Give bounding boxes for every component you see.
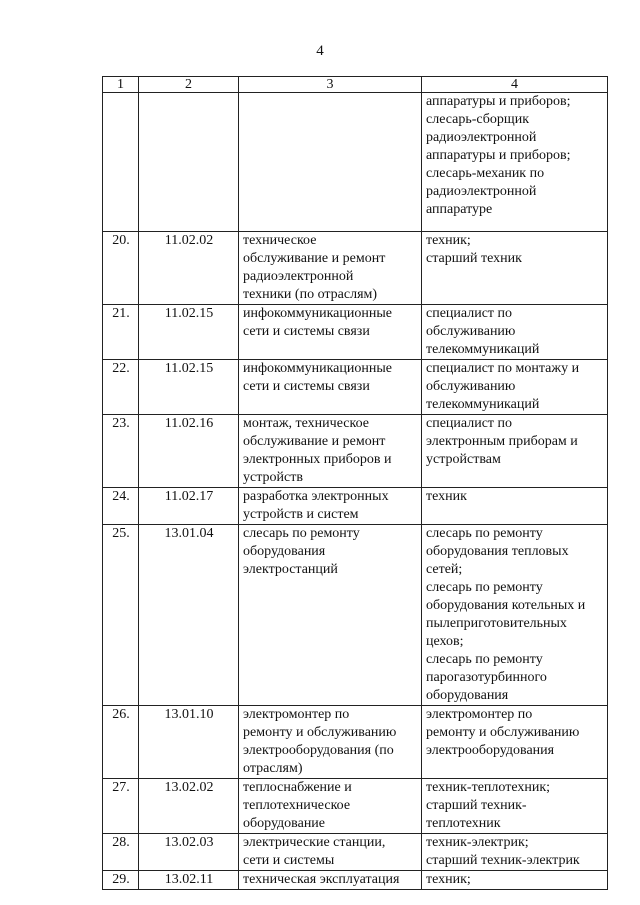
row-number: 21. bbox=[103, 305, 139, 360]
row-number: 22. bbox=[103, 360, 139, 415]
table-row bbox=[103, 415, 608, 488]
row-number: 23. bbox=[103, 415, 139, 488]
table-row bbox=[103, 488, 608, 525]
row-number: 28. bbox=[103, 834, 139, 871]
header-cell-2: 2 bbox=[139, 77, 239, 93]
specialty-code: 13.01.04 bbox=[139, 525, 239, 706]
header-cell-3: 3 bbox=[239, 77, 422, 93]
table-row bbox=[103, 305, 608, 360]
table-row bbox=[103, 232, 608, 305]
specialty-code bbox=[139, 93, 239, 232]
qualification-name: специалист по электронным приборам и устройствам bbox=[422, 415, 608, 488]
qualification-name: специалист по обслуживанию телекоммуникаций bbox=[422, 305, 608, 360]
qualification-table bbox=[102, 76, 608, 890]
table-row bbox=[103, 834, 608, 871]
table-row bbox=[103, 93, 608, 232]
specialty-code: 11.02.15 bbox=[139, 360, 239, 415]
row-number: 27. bbox=[103, 779, 139, 834]
program-name: инфокоммуникационные сети и системы связи bbox=[239, 305, 422, 360]
program-name: техническая эксплуатация bbox=[239, 871, 422, 890]
qualification-name: аппаратуры и приборов; слесарь-сборщик радиоэлектронной аппаратуры и приборов; слесарь-механик по радиоэлектронной аппаратуре bbox=[422, 93, 608, 232]
row-number: 20. bbox=[103, 232, 139, 305]
specialty-code: 11.02.15 bbox=[139, 305, 239, 360]
specialty-code: 13.02.11 bbox=[139, 871, 239, 890]
specialty-code: 13.02.02 bbox=[139, 779, 239, 834]
header-cell-1: 1 bbox=[103, 77, 139, 93]
table-row bbox=[103, 360, 608, 415]
qualification-name: техник-электрик; старший техник-электрик bbox=[422, 834, 608, 871]
program-name bbox=[239, 93, 422, 232]
row-number bbox=[103, 93, 139, 232]
program-name: слесарь по ремонту оборудования электростанций bbox=[239, 525, 422, 706]
page-number: 4 bbox=[316, 43, 324, 59]
qualification-name: техник; старший техник bbox=[422, 232, 608, 305]
header-cell-4: 4 bbox=[422, 77, 608, 93]
table-header-row bbox=[103, 77, 608, 93]
row-number: 29. bbox=[103, 871, 139, 890]
program-name: монтаж, техническое обслуживание и ремонт электронных приборов и устройств bbox=[239, 415, 422, 488]
program-name: техническое обслуживание и ремонт радиоэлектронной техники (по отраслям) bbox=[239, 232, 422, 305]
row-number: 24. bbox=[103, 488, 139, 525]
qualification-name: электромонтер по ремонту и обслуживанию электрооборудования bbox=[422, 706, 608, 779]
row-number: 25. bbox=[103, 525, 139, 706]
qualification-name: техник; bbox=[422, 871, 608, 890]
program-name: электрические станции, сети и системы bbox=[239, 834, 422, 871]
specialty-code: 13.02.03 bbox=[139, 834, 239, 871]
program-name: теплоснабжение и теплотехническое оборудование bbox=[239, 779, 422, 834]
table-row bbox=[103, 706, 608, 779]
qualification-name: специалист по монтажу и обслуживанию телекоммуникаций bbox=[422, 360, 608, 415]
specialty-code: 11.02.02 bbox=[139, 232, 239, 305]
specialty-code: 11.02.16 bbox=[139, 415, 239, 488]
qualification-name: слесарь по ремонту оборудования тепловых сетей; слесарь по ремонту оборудования котельных и пылеприготовительных цехов; слесарь по ремонту парогазотурбинного оборудования bbox=[422, 525, 608, 706]
program-name: разработка электронных устройств и систем bbox=[239, 488, 422, 525]
table-row bbox=[103, 525, 608, 706]
table-row bbox=[103, 779, 608, 834]
specialty-code: 11.02.17 bbox=[139, 488, 239, 525]
qualification-name: техник bbox=[422, 488, 608, 525]
program-name: инфокоммуникационные сети и системы связи bbox=[239, 360, 422, 415]
qualification-name: техник-теплотехник; старший техник- теплотехник bbox=[422, 779, 608, 834]
specialty-code: 13.01.10 bbox=[139, 706, 239, 779]
table-row bbox=[103, 871, 608, 890]
program-name: электромонтер по ремонту и обслуживанию электрооборудования (по отраслям) bbox=[239, 706, 422, 779]
row-number: 26. bbox=[103, 706, 139, 779]
